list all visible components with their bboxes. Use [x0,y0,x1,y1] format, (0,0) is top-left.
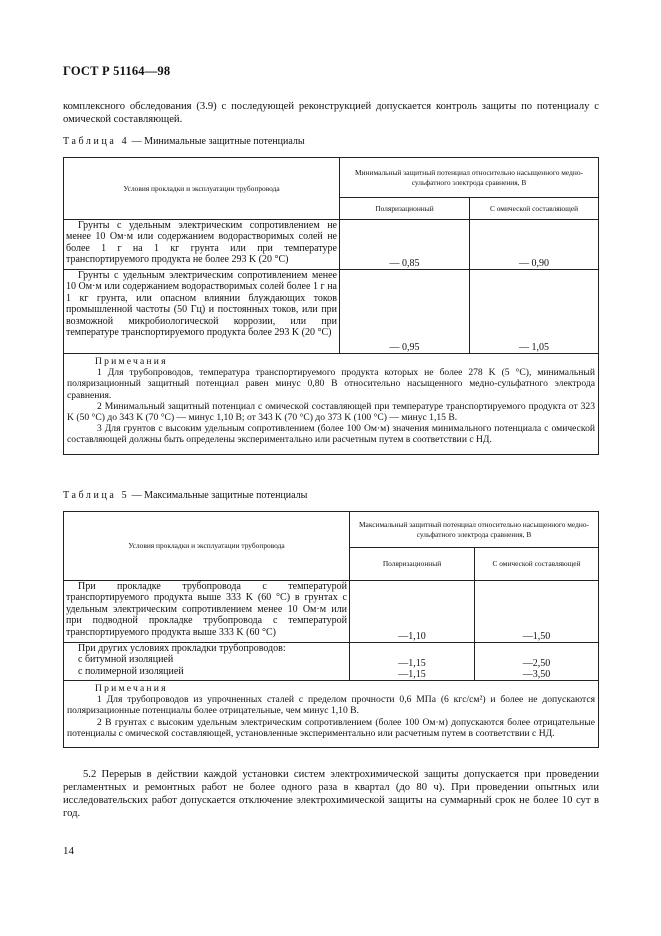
table4-caption-title: — Минимальные защитные потенциалы [129,136,305,147]
table4-note-2: 2 Минимальный защитный потенциал с омической составляющей при температуре транспортируемого продукта от 323 K (50 °C) до 343 K (70 °C) — минус 1,10 В; от 343 K (70 °C) до 373 K (100 °C) — минус 1,15 В. [67,400,596,424]
page-number: 14 [63,845,74,857]
table5-row2-sub2-polar: —1,15 [398,669,426,680]
table5-row2-sub1-ohmic: —2,50 [522,658,551,669]
table4-header-condition: Условия прокладки и эксплуатации трубопровода [64,158,340,220]
table5-row2-sub2-ohmic: —3,50 [522,669,551,680]
table5-header-polar: Поляризационный [350,548,475,581]
section-5-2-paragraph: 5.2 Перерыв в действии каждой установки систем электрохимической защиты допускается при проведении регламентных и ремонтных работ не более одного раза в квартал (до 80 ч). При проведении опытных или исследовательских работ допускается отключение электрохимической защиты на суммарный срок не более 10 сут в год. [63,769,599,819]
table5-notes-title: Примечания [95,683,168,694]
table4-row2-ohmic: — 1,05 [470,270,599,354]
table5-row2-sub1: с битумной изоляцией [78,654,174,666]
table5-caption [63,490,307,501]
table5-notes [64,681,599,748]
table4-notes-title: Примечания [95,356,168,367]
table4-header-ohmic: С омической составляющей [470,198,599,220]
table5-row1-ohmic: —1,50 [475,581,599,643]
table4-row1-ohmic: — 0,90 [470,220,599,270]
table5 [63,511,599,748]
table5-row2-condition [64,643,350,681]
table5-note-1: 1 Для трубопроводов из упрочненных сталей с пределом прочности 0,6 МПа (6 кгс/см²) и более не допускаются поляризационные потенциалы более отрицательные, чем минус 1,10 В. [67,694,595,717]
table4-row1-condition-text: Грунты с удельным электрическим сопротивлением не менее 10 Ом·м или содержанием водорастворимых солей не более 1 г на 1 кг грунта или при температуре транспортируемого продукта не более 293 K (20 °C) [66,220,337,266]
table4-notes [64,354,599,455]
table4-header-group: Минимальный защитный потенциал относительно насыщенного медно-сульфатного электрода сравнения, В [340,158,599,198]
standard-header: ГОСТ Р 51164—98 [63,64,171,78]
table5-row1-condition-text: При прокладке трубопровода с температурой транспортируемого продукта выше 333 K (60 °C) в грунтах с удельным электрическим сопротивлением менее 10 Ом·м или при подводной прокладке трубопровода с температурой транспортируемого продукта выше 333 K (60 °C) [66,581,347,638]
table4-row1-condition [64,220,340,270]
table4-caption [63,136,305,147]
table5-caption-prefix: Таблица 5 [63,490,130,501]
intro-paragraph: комплексного обследования (3.9) с последующей реконструкцией допускается контроль защиты по потенциалу с омической составляющей. [63,101,599,125]
table5-note-2: 2 В грунтах с высоким удельным электрическим сопротивлением (более 100 Ом·м) допускаются более отрицательные потенциалы с омической составляющей, установленные экспериментально или расчетным путем в соответствии с НД. [67,716,595,739]
table4-caption-prefix: Таблица 4 [63,136,130,147]
table5-caption-title: — Максимальные защитные потенциалы [129,490,308,501]
table5-row2-ohmic [475,643,599,681]
table5-header-ohmic: С омической составляющей [475,548,599,581]
table4-header-polar: Поляризационный [340,198,470,220]
table5-row2-heading: При других условиях прокладки трубопроводов: [78,643,286,654]
table4-note-1: 1 Для трубопроводов, температура транспортируемого продукта которых не более 278 K (5 °C), минимальный поляризационный защитный потенциал равен минус 0,80 В относительно насыщенного медно-сульфатного электрода сравнения. [67,367,596,401]
table5-header-condition: Условия прокладки и эксплуатации трубопровода [64,512,350,581]
table4-note-3: 3 Для грунтов с высоким удельным сопротивлением (более 100 Ом·м) значения минимального потенциала с омической составляющей должны быть определены экспериментально или расчетным путем в соответствии с НД. [67,423,596,446]
table5-row1-condition [64,581,350,643]
table5-row1-polar: —1,10 [350,581,475,643]
table5-row2-sub1-polar: —1,15 [398,658,426,669]
table5-header-group: Максимальный защитный потенциал относительно насыщенного медно-сульфатного электрода сравнения, В [350,512,599,548]
table4 [63,157,599,455]
table4-row2-polar: — 0,95 [340,270,470,354]
table4-row1-polar: — 0,85 [340,220,470,270]
table5-row2-polar [350,643,475,681]
table4-row2-condition-text: Грунты с удельным электрическим сопротивлением менее 10 Ом·м или содержанием водорастворимых солей более 1 г на 1 кг грунта, или опасном влиянии блуждающих токов промышленной частоты (50 Гц) и постоянных токов, или при возможной микробиологической коррозии, или при температуре транспортируемого продукта более 293 K (20 °C) [66,270,337,339]
table5-row2-sub2: с полимерной изоляцией [78,665,184,677]
table4-row2-condition [64,270,340,354]
